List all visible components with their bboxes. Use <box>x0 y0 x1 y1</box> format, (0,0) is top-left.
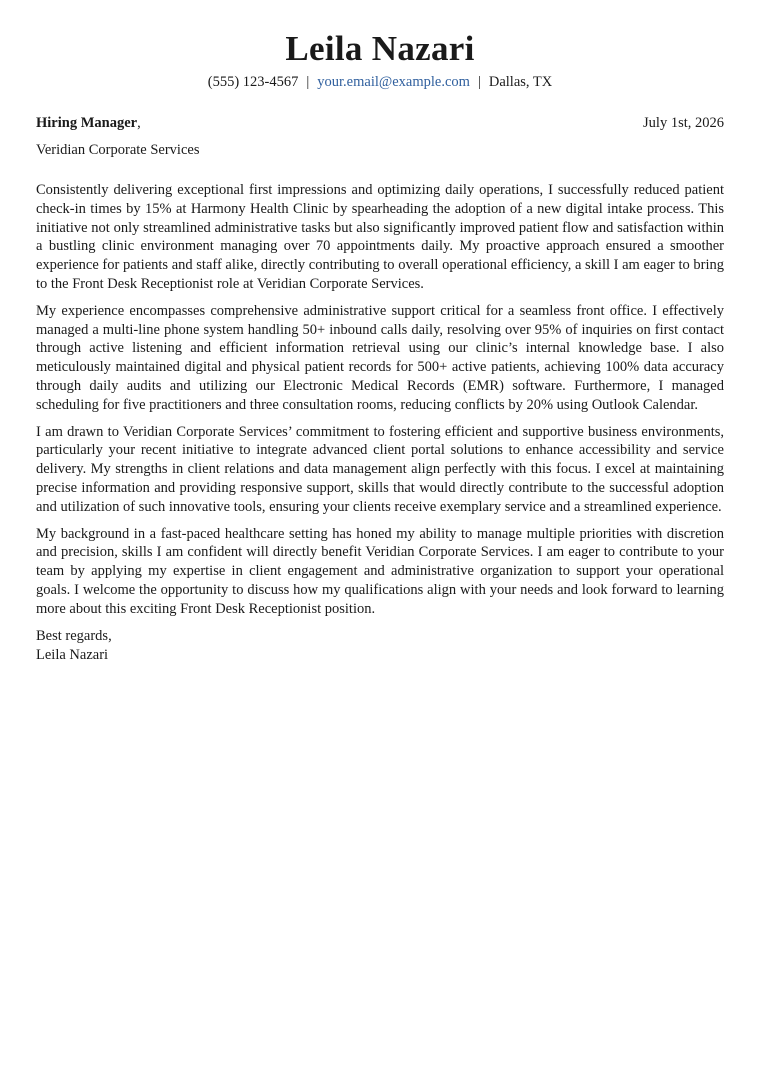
body-paragraph-2: My experience encompasses comprehensive administrative support critical for a seamless front office. I effectively managed a multi-line phone system handling 50+ inbound calls daily, resolving over 95% of inquiries on first contact through active listening and efficient information retrieval using our clinic’s internal knowledge base. I also meticulously maintained digital and physical patient records for 500+ active patients, achieving 100% data accuracy through daily audits and utilizing our Electronic Medical Records (EMR) software. Furthermore, I managed scheduling for five practitioners and three consultation rooms, reducing conflicts by 20% using Outlook Calendar. <box>36 302 724 413</box>
body-paragraph-3: I am drawn to Veridian Corporate Services’ commitment to fostering efficient and supportive business environments, particularly your recent initiative to integrate advanced client portal solutions to enhance accessibility and service delivery. My strengths in client relations and data management align perfectly with this focus. I excel at maintaining precise information and providing responsive support, skills that would directly contribute to the successful adoption and utilization of such innovative tools, ensuring your clients receive exemplary service and a streamlined experience. <box>36 423 724 515</box>
location: Dallas, TX <box>488 74 553 90</box>
closing-block <box>36 627 724 665</box>
body-paragraph-4: My background in a fast-paced healthcare setting has honed my ability to manage multiple priorities with discretion and precision, skills I am confident will directly benefit Veridian Corporate Services. I am eager to contribute to your team by applying my expertise in client engagement and administrative organization to support your operational goals. I welcome the opportunity to discuss how my qualifications align with your needs and look forward to learning more about this exciting Front Desk Receptionist position. <box>36 525 724 617</box>
sign-off: Best regards, <box>36 627 112 644</box>
email-link[interactable]: your.email@example.com <box>317 74 470 90</box>
salutation-row <box>36 114 724 133</box>
contact-separator: | <box>306 74 310 90</box>
signature-name: Leila Nazari <box>36 646 109 663</box>
contact-line <box>36 72 724 92</box>
letter-body <box>36 181 724 619</box>
recipient-company: Veridian Corporate Services <box>36 142 200 158</box>
phone-number: (555) 123-4567 <box>207 74 299 90</box>
recipient-name: Hiring Manager <box>36 115 138 131</box>
contact-separator: | <box>477 74 481 90</box>
applicant-name: Leila Nazari <box>285 29 475 68</box>
letter-date: July 1st, 2026 <box>643 115 724 131</box>
body-paragraph-1: Consistently delivering exceptional first impressions and optimizing daily operations, I successfully reduced patient check-in times by 15% at Harmony Health Clinic by spearheading the adoption of a new digital intake process. This initiative not only streamlined administrative tasks but also significantly improved patient flow and satisfaction within a bustling clinic environment managing over 70 appointments daily. My proactive approach ensured a smoother experience for patients and staff alike, directly contributing to overall operational efficiency, a skill I am eager to bring to the Front Desk Receptionist role at Veridian Corporate Services. <box>36 182 724 292</box>
salutation <box>36 114 141 133</box>
salutation-punctuation: , <box>137 115 141 131</box>
